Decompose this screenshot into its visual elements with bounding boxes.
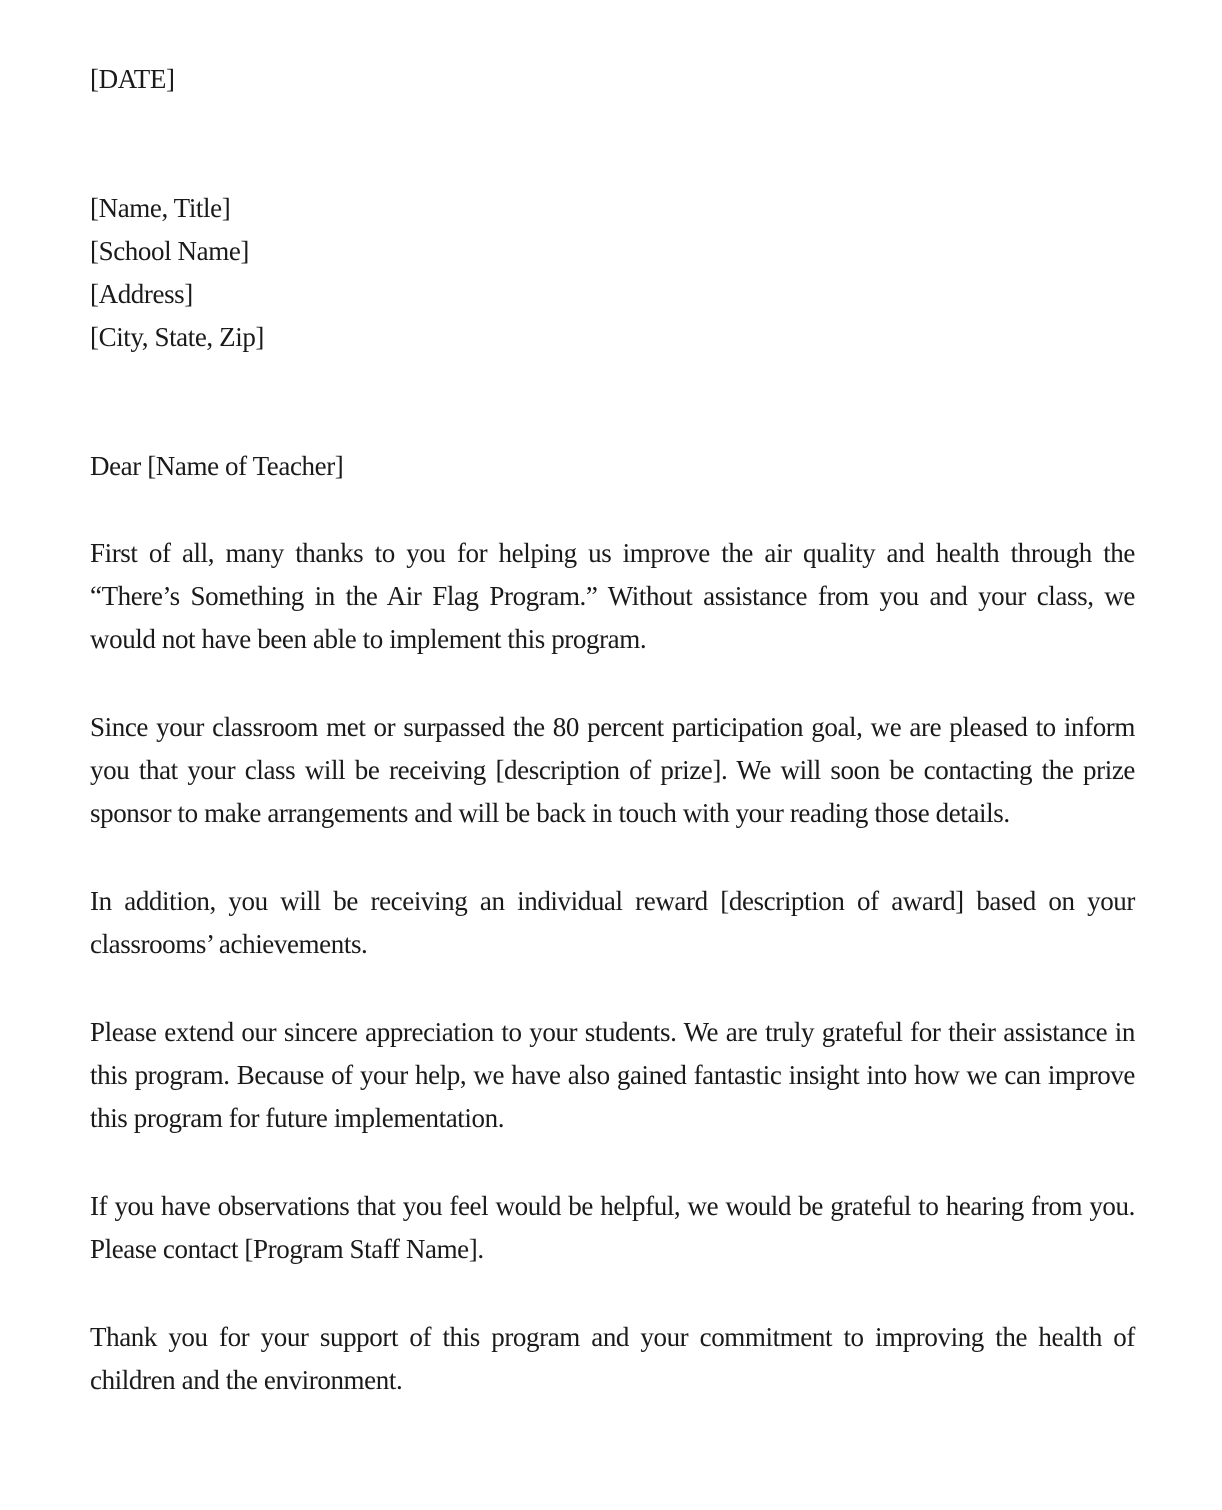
- paragraph-participation-goal: Since your classroom met or surpassed the 80 percent participation goal, we are pleased to inform you that your class will be receiving [description of prize]. We will soon be contacting the prize sponsor to make arrangements and will be back in touch with your reading those details.: [90, 712, 1135, 828]
- paragraph-thanks: First of all, many thanks to you for helping us improve the air quality and health through the “There’s Something in the Air Flag Program.” Without assistance from you and your class, we would not have been able to implement this program.: [90, 538, 1135, 654]
- recipient-address-block: [90, 187, 1135, 359]
- recipient-address: [Address]: [90, 279, 193, 309]
- paragraph-observations: If you have observations that you feel would be helpful, we would be grateful to hearing from you. Please contact [Program Staff Name].: [90, 1191, 1135, 1264]
- letter-body: [90, 58, 1135, 1402]
- salutation: Dear [Name of Teacher]: [90, 451, 344, 481]
- letter-paragraphs: [90, 532, 1135, 1402]
- recipient-city-state-zip: [City, State, Zip]: [90, 322, 265, 352]
- recipient-name-title: [Name, Title]: [90, 193, 231, 223]
- paragraph-individual-reward: In addition, you will be receiving an individual reward [description of award] based on your classrooms’ achievements.: [90, 886, 1135, 959]
- letter-date: [DATE]: [90, 64, 175, 94]
- recipient-school: [School Name]: [90, 236, 250, 266]
- paragraph-closing-thanks: Thank you for your support of this program and your commitment to improving the health of children and the environment.: [90, 1322, 1135, 1395]
- paragraph-appreciation: Please extend our sincere appreciation to your students. We are truly grateful for their assistance in this program. Because of your help, we have also gained fantastic insight into how we can improve this program for future implementation.: [90, 1017, 1135, 1133]
